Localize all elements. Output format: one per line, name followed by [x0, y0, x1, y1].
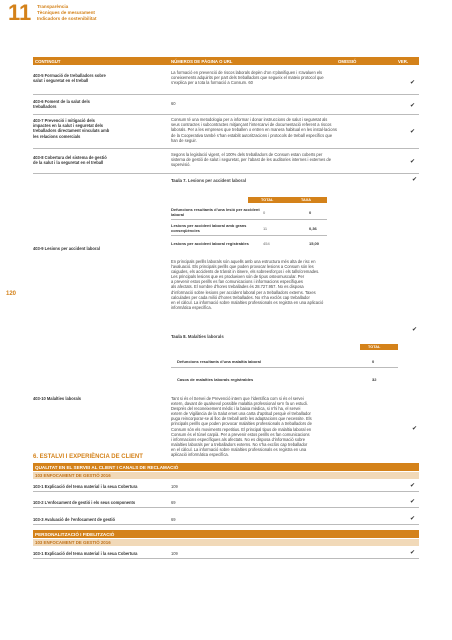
row-text-line: laborals. Per a les empreses que treballen o entren en manera habitual en les instal·lacions	[171, 127, 337, 133]
table7-row	[171, 239, 327, 249]
chapter-title-line: Indicadors de sostenibilitat	[37, 16, 97, 21]
table7-col-total: TOTAL	[261, 198, 274, 202]
check-icon: ✔	[412, 426, 418, 432]
row-text-line: aplicació informàtica específica.	[171, 452, 229, 458]
table8-title-text: Malalties laborals	[186, 334, 224, 339]
row-text-line: seus contractes i subcontractes mitjançant l’intercanvi de documentació referent a riscos	[171, 122, 332, 128]
row-text-line: en el càlcul. La informació sobre malalties professionals es registra en una aplicació	[171, 299, 324, 305]
row-text-line: extern, davant de qualsevol possible malaltia professional se’n fa un estudi.	[171, 401, 308, 407]
row-label-line: treballadors	[33, 104, 57, 110]
list-row-label: 103-1 Explicació del tema material i la seua Cobertura	[33, 484, 138, 489]
row-label-line: de la salut i la seguretat en el treball	[33, 160, 104, 166]
row-text	[171, 152, 399, 168]
table7-rate: 0,36	[309, 226, 317, 231]
col-omission: OMISSIÓ	[338, 59, 357, 64]
table8-value: 0	[372, 359, 375, 364]
row-text-line: Les principals lesions que es produeixen són de tipus osteomuscular. Per	[171, 274, 305, 280]
row-label-line: 403-6 Foment de la salut dels	[33, 99, 90, 104]
row-text	[171, 117, 399, 143]
table7-total: 11	[263, 226, 268, 231]
table7-row-label: Lesions per accident laboral amb grans	[171, 223, 247, 228]
check-icon: ✔	[409, 483, 415, 489]
table8-value: 32	[372, 377, 377, 382]
table7-title-number: Taula 7.	[171, 178, 187, 183]
table8-title	[171, 334, 224, 339]
row-text-line: Consum és el túnel carpià. Per a prevenir estos perills es fan comunicacions	[171, 431, 310, 437]
row-text-line: Consum té una metodologia per a informar i donar instruccions de salut i seguretat als	[171, 117, 328, 122]
row-text-line: calculades per cada milió d’hores treballades. No s’ha exclòs cap treballador	[171, 294, 310, 300]
row-label	[33, 99, 90, 109]
row-text-line: Després del reconeixement mèdic i la baixa mèdica, si n’hi ha, el servei	[171, 406, 301, 412]
list-row-label: 103-3 Avaluació de l’enfocament de gestió	[33, 517, 116, 522]
list-row	[33, 548, 419, 559]
row-text	[171, 259, 401, 310]
subsection-label: 103 ENFOCAMENT DE GESTIÓ 2016	[35, 540, 111, 546]
table7-title	[171, 178, 246, 183]
row-label-line: 403-7 Prevenció i mitigació dels	[33, 118, 95, 123]
row-text-line: 60	[171, 101, 176, 106]
list-row-text: 109	[171, 484, 178, 489]
row-text-line: a prevenir estos perills es fan comunicacions i informacions específiques	[171, 279, 303, 285]
table7-row-label: conseqüències	[171, 228, 200, 233]
list-row-label: 103-2 L’enfocament de gestió i els seus components	[33, 500, 136, 505]
row-text-line: extern de Vigilància de la Salut emet una carta d’aptitud perquè el treballador	[171, 411, 311, 417]
check-icon: ✔	[409, 516, 415, 522]
section-band	[33, 463, 419, 471]
row-text	[171, 396, 401, 457]
col-content: CONTINGUT	[35, 59, 61, 64]
col-verified: VER.	[398, 59, 409, 64]
table7-row-label: Defuncions resultants d’una lesió per accident	[171, 207, 260, 212]
check-icon: ✔	[409, 80, 415, 86]
row-text-line: principals perills que poden provocar malalties professionals a treballadors de	[171, 421, 312, 427]
check-icon: ✔	[412, 327, 418, 333]
row-text-line: han de seguir.	[171, 137, 197, 143]
chapter-title-line: Transparència	[37, 4, 69, 9]
row-text-line: informàtica específica.	[171, 304, 212, 310]
row-text-line: de la Cooperativa també s’han establit autoritzacions i protocols de treball específics que	[171, 132, 333, 138]
check-icon: ✔	[409, 103, 415, 109]
row-text-line: Tant si és el Servei de Prevenció intern que l’identifica com si és el servei	[171, 396, 304, 401]
table7-total: 0	[263, 210, 266, 215]
row-text-line: d’informació sobre lesions per accident laboral per a treballadors externs. Taxes	[171, 289, 316, 295]
row-label-line: impactes en la salut i seguretat dels	[33, 123, 104, 129]
check-icon: ✔	[409, 129, 415, 135]
table7-row	[171, 222, 327, 236]
row-label-line: les relacions comercials	[33, 133, 81, 139]
table7-header	[248, 197, 327, 203]
check-icon: ✔	[409, 550, 415, 556]
row-text-line: puga reincorporar-se al lloc de treball amb les adaptacions que necessite. Els	[171, 416, 312, 422]
row-text-line: La formació en prevenció de riscos laborals depèn d’on s’planifiquen i s’avaluen els	[171, 70, 323, 75]
row-text	[171, 70, 399, 86]
section-band	[33, 530, 419, 538]
table8-row-label: Defuncions resultants d’una malaltia laboral	[177, 359, 262, 364]
row-text-line: caigudes, els accidents de trànsit in itinere, els sobreesforços i els talls/cremades.	[171, 269, 320, 275]
list-row-text: 69	[171, 500, 176, 505]
row-label-line: 403-8 Cobertura del sistema de gestió	[33, 155, 107, 160]
table8-row	[171, 358, 398, 368]
row-text-line: s’explica per a tota la formació a Consum. 60	[171, 80, 253, 86]
table7-col-rate: TAXA	[301, 198, 312, 202]
check-icon: ✔	[409, 159, 415, 165]
row-text-line: malalties laborals per a treballadors externs. No s’ha exclòs cap treballador	[171, 441, 308, 447]
check-icon: ✔	[409, 499, 415, 505]
row-text-line: En principals perills laborals són aquells amb una estructura més alta de risc en	[171, 259, 316, 264]
table-row	[33, 116, 419, 149]
table7-row-label: Lesions per accident laboral registrables	[171, 241, 249, 246]
row-text-line: Consum són els moviments repetitius. El principal tipus de malaltia laboral en	[171, 426, 312, 432]
subsection-label: 103 ENFOCAMENT DE GESTIÓ 2016	[35, 473, 111, 479]
table8-row-label: Casos de malalties laborals registrables	[177, 377, 254, 382]
row-label	[33, 118, 109, 139]
section-band-label: QUALITAT EN EL SERVEI AL CLIENT I CANALS DE RECLAMACIÓ	[35, 464, 179, 470]
list-row	[33, 481, 419, 492]
table-row	[33, 96, 419, 115]
list-row	[33, 497, 419, 508]
table8-col-total: TOTAL	[368, 345, 381, 349]
table-row	[33, 150, 419, 174]
table7-rate: 0	[309, 210, 312, 215]
row-text-line: coneixements adquirits per part dels treballadors que segueix el mateix protocol que	[171, 75, 324, 81]
table8-title-number: Taula 8.	[171, 334, 187, 339]
row-label: 403-10 Malalties laborals	[33, 396, 82, 401]
check-icon: ✔	[412, 177, 418, 183]
row-text-line: sistema de gestió de salut i seguretat, per l’abast de les auditories internes i externes de	[171, 157, 331, 163]
table7-row-label: laboral	[171, 212, 185, 217]
subsection-band	[33, 472, 419, 479]
section-title: 6. ESTALVI I EXPERIÈNCIA DE CLIENT	[33, 454, 143, 460]
table8-header	[360, 344, 398, 350]
chapter-title	[37, 4, 96, 22]
subsection-band	[33, 539, 419, 546]
row-label: 403-9 Lesions per accident laboral	[33, 246, 100, 251]
row-text-line: en el càlcul. La informació sobre malalties professionals es registra en una	[171, 446, 307, 452]
row-text-line: Segons la legislació vigent, el 100% dels treballadors de Consum estan coberts per	[171, 152, 323, 157]
section-band-label: PERSONALITZACIÓ I FIDELITZACIÓ	[35, 531, 115, 537]
table-header	[33, 57, 419, 65]
row-text-line: l’avaluació. Els principals perills que poden provocar lesions a Consum són les	[171, 264, 314, 270]
row-label-line: treballadors directament vinculats amb	[33, 128, 110, 134]
chapter-title-line: Tècniques de mesurament	[37, 10, 95, 15]
list-row-text: 69	[171, 517, 176, 522]
table7-total: 454	[263, 241, 270, 246]
page-number: 120	[6, 291, 17, 297]
row-text-line: supervisió.	[171, 162, 191, 168]
row-text	[171, 101, 399, 106]
col-pages: NÚMEROS DE PÀGINA O URL	[171, 59, 233, 64]
row-text-line: als afectats. El nombre d’hores treballades és 28.727.957. No es disposa	[171, 284, 304, 290]
row-label	[33, 155, 107, 165]
list-row-label: 103-1 Explicació del tema material i la seua Cobertura	[33, 551, 138, 556]
table8-row	[171, 376, 398, 385]
list-row	[33, 514, 419, 525]
row-text-line: i informacions específiques als afectats. No es disposa d’informació sobre	[171, 436, 306, 442]
chapter-number: 11	[8, 0, 32, 25]
table7-title-text: Lesions per accident laboral	[186, 178, 246, 183]
table7-rate: 15,00	[309, 241, 320, 246]
list-row-text: 109	[171, 551, 178, 556]
table7-row	[171, 206, 327, 220]
row-label-line: 403-5 Formació de treballadors sobre	[33, 73, 106, 78]
row-label	[33, 73, 106, 83]
table-row	[33, 70, 419, 95]
row-label-line: salut i seguretat en el treball	[33, 78, 89, 84]
